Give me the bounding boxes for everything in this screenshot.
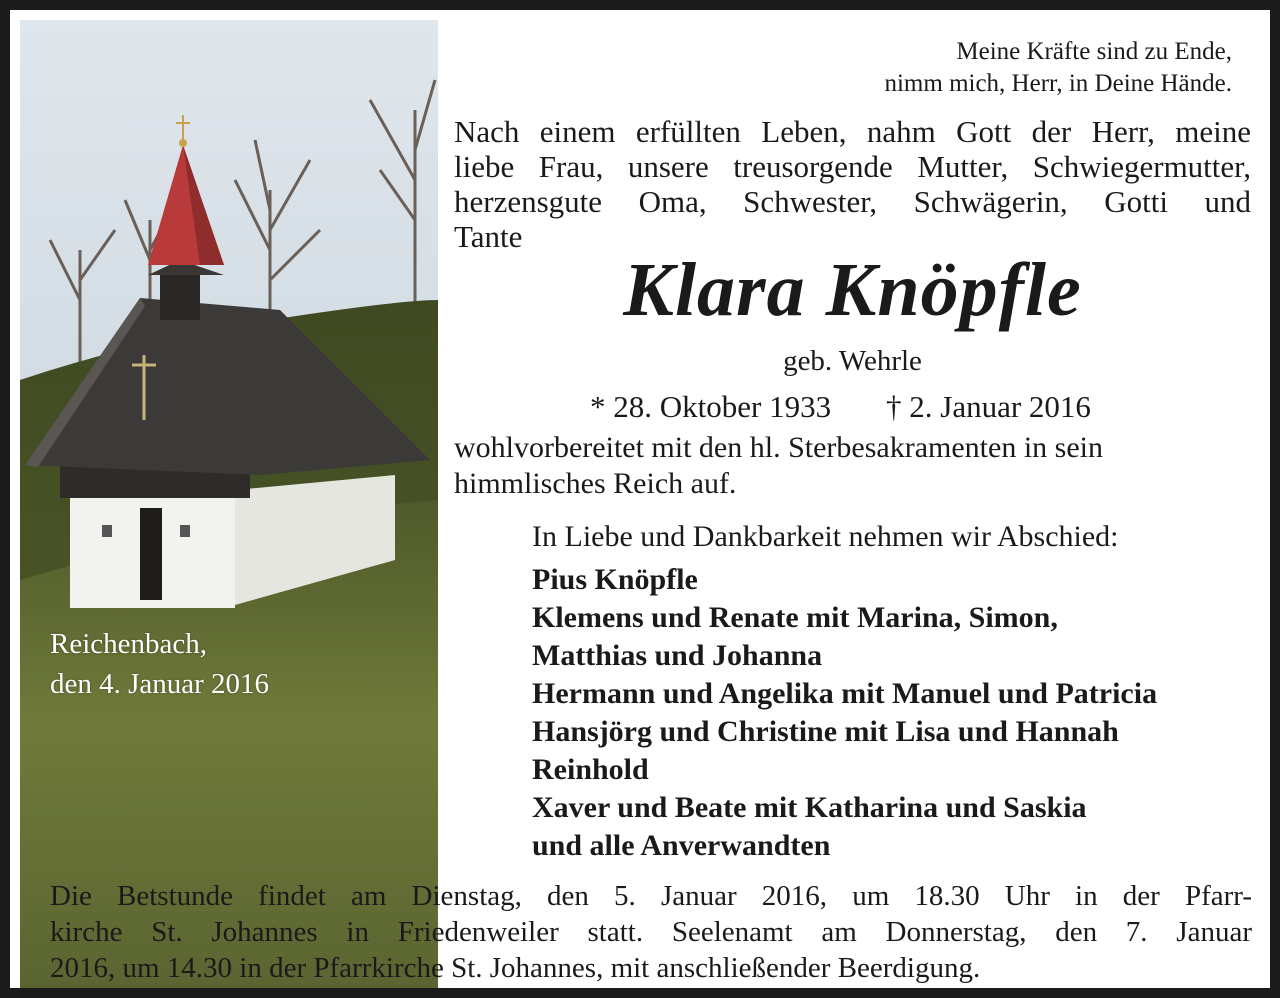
continuation-line-1: wohlvorbereitet mit den hl. Sterbesakramenten in sein — [454, 431, 1103, 464]
date-line: den 4. Januar 2016 — [50, 668, 270, 700]
chapel-window-left — [102, 525, 112, 537]
intro-line-1: Nach einem erfüllten Leben, nahm Gott der Herr, meine — [454, 114, 1251, 149]
chapel-window-right — [180, 525, 190, 537]
chapel-photo — [20, 20, 438, 998]
place-line: Reichenbach, — [50, 628, 208, 660]
motto-line-2: nimm mich, Herr, in Deine Hände. — [884, 70, 1232, 97]
birth-date: * 28. Oktober 1933 — [590, 389, 832, 424]
chapel-door — [140, 508, 162, 600]
intro-line-3: herzensgute Oma, Schwester, Schwägerin, Gotti und — [454, 184, 1251, 219]
maiden-name: geb. Wehrle — [783, 345, 922, 377]
footer-line-3: 2016, um 14.30 in der Pfarrkirche St. Johannes, mit anschließender Beerdigung. — [50, 952, 981, 984]
mourner-line: Klemens und Renate mit Marina, Simon, — [532, 601, 1058, 634]
chapel-illustration — [20, 20, 438, 998]
farewell-text: In Liebe und Dankbarkeit nehmen wir Abschied: — [532, 520, 1119, 553]
mourner-line: Hansjörg und Christine mit Lisa und Hannah — [532, 715, 1119, 748]
mourner-line: Matthias und Johanna — [532, 639, 823, 672]
mourner-line: Reinhold — [532, 753, 649, 786]
bell-tower — [160, 270, 200, 320]
mourner-line: Xaver und Beate mit Katharina und Saskia — [532, 791, 1087, 824]
continuation-line-2: himmlisches Reich auf. — [454, 467, 737, 500]
intro-line-4: Tante — [454, 219, 523, 254]
motto-line-1: Meine Kräfte sind zu Ende, — [956, 38, 1232, 65]
deceased-name: Klara Knöpfle — [623, 248, 1082, 332]
footer-line-2: kirche St. Johannes in Friedenweiler statt. Seelenamt am Donnerstag, den 7. Januar — [50, 916, 1252, 948]
intro-line-2: liebe Frau, unsere treusorgende Mutter, Schwiegermutter, — [454, 149, 1251, 184]
death-date: † 2. Januar 2016 — [886, 389, 1091, 424]
mourner-line: Pius Knöpfle — [532, 563, 698, 596]
mourner-line: Hermann und Angelika mit Manuel und Patricia — [532, 677, 1158, 710]
footer-line-1: Die Betstunde findet am Dienstag, den 5. Januar 2016, um 18.30 Uhr in der Pfarr- — [50, 880, 1252, 912]
mourner-line: und alle Anverwandten — [532, 829, 831, 862]
